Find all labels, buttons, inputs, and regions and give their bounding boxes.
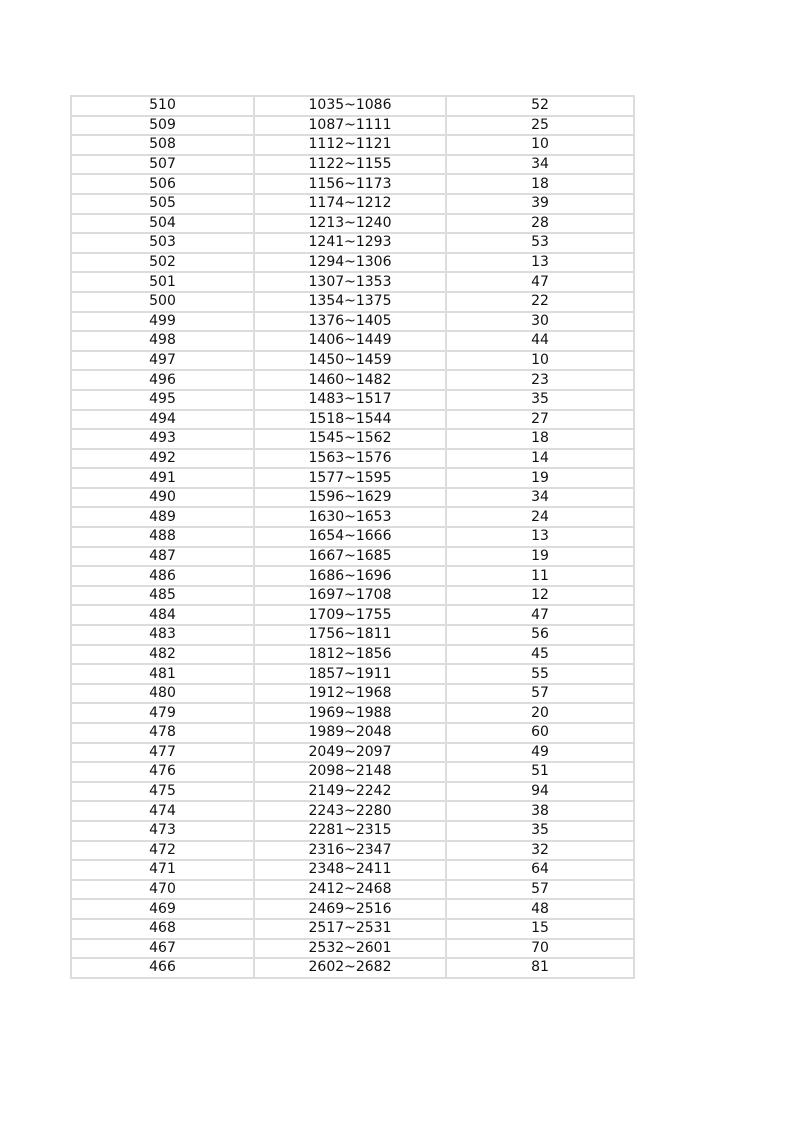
table-row — [71, 331, 634, 351]
table-row — [71, 547, 634, 567]
count-cell: 52 — [446, 96, 634, 116]
rank-range-cell: 1354~1375 — [254, 292, 446, 312]
score-cell: 503 — [71, 233, 254, 253]
table-row — [71, 135, 634, 155]
score-cell: 489 — [71, 507, 254, 527]
table-row — [71, 96, 634, 116]
table-row — [71, 253, 634, 273]
table-row — [71, 821, 634, 841]
score-cell: 496 — [71, 370, 254, 390]
count-cell: 20 — [446, 703, 634, 723]
score-cell: 468 — [71, 919, 254, 939]
rank-range-cell: 1406~1449 — [254, 331, 446, 351]
rank-range-cell: 1460~1482 — [254, 370, 446, 390]
count-cell: 35 — [446, 390, 634, 410]
score-cell: 466 — [71, 958, 254, 978]
count-cell: 25 — [446, 116, 634, 136]
table-row — [71, 919, 634, 939]
table-row — [71, 684, 634, 704]
count-cell: 10 — [446, 135, 634, 155]
rank-range-cell: 2149~2242 — [254, 782, 446, 802]
table-row — [71, 958, 634, 978]
count-cell: 14 — [446, 449, 634, 469]
score-cell: 477 — [71, 743, 254, 763]
table-row — [71, 527, 634, 547]
rank-range-cell: 2348~2411 — [254, 860, 446, 880]
score-cell: 467 — [71, 939, 254, 959]
score-cell: 509 — [71, 116, 254, 136]
rank-range-cell: 1376~1405 — [254, 312, 446, 332]
count-cell: 51 — [446, 762, 634, 782]
table-row — [71, 566, 634, 586]
score-cell: 493 — [71, 429, 254, 449]
count-cell: 38 — [446, 801, 634, 821]
score-cell: 497 — [71, 351, 254, 371]
count-cell: 64 — [446, 860, 634, 880]
count-cell: 12 — [446, 586, 634, 606]
count-cell: 19 — [446, 468, 634, 488]
table-row — [71, 429, 634, 449]
score-cell: 480 — [71, 684, 254, 704]
score-cell: 486 — [71, 566, 254, 586]
rank-range-cell: 1709~1755 — [254, 605, 446, 625]
table-row — [71, 468, 634, 488]
table-row — [71, 488, 634, 508]
score-cell: 500 — [71, 292, 254, 312]
count-cell: 57 — [446, 684, 634, 704]
count-cell: 13 — [446, 527, 634, 547]
table-row — [71, 664, 634, 684]
rank-range-cell: 1912~1968 — [254, 684, 446, 704]
rank-range-cell: 1087~1111 — [254, 116, 446, 136]
count-cell: 81 — [446, 958, 634, 978]
count-cell: 15 — [446, 919, 634, 939]
rank-range-cell: 1213~1240 — [254, 214, 446, 234]
rank-range-cell: 1577~1595 — [254, 468, 446, 488]
rank-range-cell: 1174~1212 — [254, 194, 446, 214]
count-cell: 10 — [446, 351, 634, 371]
table-row — [71, 351, 634, 371]
rank-range-cell: 1156~1173 — [254, 174, 446, 194]
score-cell: 495 — [71, 390, 254, 410]
count-cell: 13 — [446, 253, 634, 273]
score-cell: 494 — [71, 410, 254, 430]
count-cell: 44 — [446, 331, 634, 351]
rank-range-cell: 2243~2280 — [254, 801, 446, 821]
score-cell: 471 — [71, 860, 254, 880]
score-cell: 499 — [71, 312, 254, 332]
score-cell: 479 — [71, 703, 254, 723]
score-cell: 506 — [71, 174, 254, 194]
score-cell: 484 — [71, 605, 254, 625]
score-cell: 472 — [71, 841, 254, 861]
score-cell: 488 — [71, 527, 254, 547]
rank-range-cell: 1294~1306 — [254, 253, 446, 273]
table-row — [71, 880, 634, 900]
table-row — [71, 116, 634, 136]
table-row — [71, 782, 634, 802]
score-cell: 482 — [71, 645, 254, 665]
rank-range-cell: 1450~1459 — [254, 351, 446, 371]
rank-range-cell: 1483~1517 — [254, 390, 446, 410]
count-cell: 45 — [446, 645, 634, 665]
count-cell: 30 — [446, 312, 634, 332]
score-cell: 501 — [71, 272, 254, 292]
rank-range-cell: 1812~1856 — [254, 645, 446, 665]
score-cell: 473 — [71, 821, 254, 841]
rank-range-cell: 1035~1086 — [254, 96, 446, 116]
count-cell: 55 — [446, 664, 634, 684]
table-row — [71, 762, 634, 782]
count-cell: 18 — [446, 429, 634, 449]
rank-range-cell: 1112~1121 — [254, 135, 446, 155]
score-cell: 502 — [71, 253, 254, 273]
table-row — [71, 899, 634, 919]
rank-range-cell: 1563~1576 — [254, 449, 446, 469]
table-row — [71, 312, 634, 332]
rank-range-cell: 2517~2531 — [254, 919, 446, 939]
table-row — [71, 449, 634, 469]
table-row — [71, 605, 634, 625]
table-row — [71, 370, 634, 390]
count-cell: 18 — [446, 174, 634, 194]
table-row — [71, 174, 634, 194]
rank-range-cell: 1307~1353 — [254, 272, 446, 292]
score-cell: 478 — [71, 723, 254, 743]
rank-range-cell: 1989~2048 — [254, 723, 446, 743]
rank-range-cell: 1630~1653 — [254, 507, 446, 527]
rank-range-cell: 2602~2682 — [254, 958, 446, 978]
table-row — [71, 155, 634, 175]
score-cell: 476 — [71, 762, 254, 782]
count-cell: 34 — [446, 488, 634, 508]
table-row — [71, 939, 634, 959]
rank-range-cell: 1756~1811 — [254, 625, 446, 645]
table-row — [71, 625, 634, 645]
table-row — [71, 645, 634, 665]
count-cell: 47 — [446, 605, 634, 625]
table-row — [71, 801, 634, 821]
count-cell: 56 — [446, 625, 634, 645]
score-cell: 492 — [71, 449, 254, 469]
count-cell: 19 — [446, 547, 634, 567]
count-cell: 35 — [446, 821, 634, 841]
rank-range-cell: 2098~2148 — [254, 762, 446, 782]
score-cell: 469 — [71, 899, 254, 919]
table-row — [71, 586, 634, 606]
table-row — [71, 390, 634, 410]
count-cell: 22 — [446, 292, 634, 312]
rank-range-cell: 1654~1666 — [254, 527, 446, 547]
count-cell: 39 — [446, 194, 634, 214]
score-cell: 505 — [71, 194, 254, 214]
count-cell: 48 — [446, 899, 634, 919]
count-cell: 32 — [446, 841, 634, 861]
rank-range-cell: 2469~2516 — [254, 899, 446, 919]
rank-range-cell: 1667~1685 — [254, 547, 446, 567]
score-cell: 485 — [71, 586, 254, 606]
count-cell: 70 — [446, 939, 634, 959]
rank-range-cell: 2412~2468 — [254, 880, 446, 900]
table-body — [71, 96, 634, 978]
score-cell: 498 — [71, 331, 254, 351]
count-cell: 47 — [446, 272, 634, 292]
score-cell: 475 — [71, 782, 254, 802]
count-cell: 24 — [446, 507, 634, 527]
count-cell: 53 — [446, 233, 634, 253]
score-cell: 490 — [71, 488, 254, 508]
table-row — [71, 233, 634, 253]
table-row — [71, 507, 634, 527]
table-row — [71, 410, 634, 430]
score-cell: 487 — [71, 547, 254, 567]
rank-range-cell: 2049~2097 — [254, 743, 446, 763]
table-row — [71, 723, 634, 743]
count-cell: 94 — [446, 782, 634, 802]
score-cell: 508 — [71, 135, 254, 155]
count-cell: 49 — [446, 743, 634, 763]
rank-range-cell: 1686~1696 — [254, 566, 446, 586]
table-row — [71, 272, 634, 292]
rank-range-cell: 1545~1562 — [254, 429, 446, 449]
table-row — [71, 194, 634, 214]
score-cell: 507 — [71, 155, 254, 175]
score-cell: 481 — [71, 664, 254, 684]
score-cell: 491 — [71, 468, 254, 488]
rank-range-cell: 2281~2315 — [254, 821, 446, 841]
score-cell: 474 — [71, 801, 254, 821]
count-cell: 60 — [446, 723, 634, 743]
score-cell: 483 — [71, 625, 254, 645]
table-row — [71, 743, 634, 763]
table-row — [71, 214, 634, 234]
rank-range-cell: 1596~1629 — [254, 488, 446, 508]
score-cell: 470 — [71, 880, 254, 900]
table-row — [71, 860, 634, 880]
count-cell: 28 — [446, 214, 634, 234]
score-cell: 510 — [71, 96, 254, 116]
table-row — [71, 841, 634, 861]
rank-range-cell: 1122~1155 — [254, 155, 446, 175]
count-cell: 27 — [446, 410, 634, 430]
rank-range-cell: 1241~1293 — [254, 233, 446, 253]
rank-range-cell: 1969~1988 — [254, 703, 446, 723]
count-cell: 57 — [446, 880, 634, 900]
rank-range-cell: 2532~2601 — [254, 939, 446, 959]
rank-range-cell: 1697~1708 — [254, 586, 446, 606]
score-rank-table — [70, 95, 635, 979]
count-cell: 11 — [446, 566, 634, 586]
count-cell: 23 — [446, 370, 634, 390]
rank-range-cell: 1518~1544 — [254, 410, 446, 430]
rank-range-cell: 1857~1911 — [254, 664, 446, 684]
rank-range-cell: 2316~2347 — [254, 841, 446, 861]
table-row — [71, 703, 634, 723]
table-row — [71, 292, 634, 312]
score-cell: 504 — [71, 214, 254, 234]
count-cell: 34 — [446, 155, 634, 175]
